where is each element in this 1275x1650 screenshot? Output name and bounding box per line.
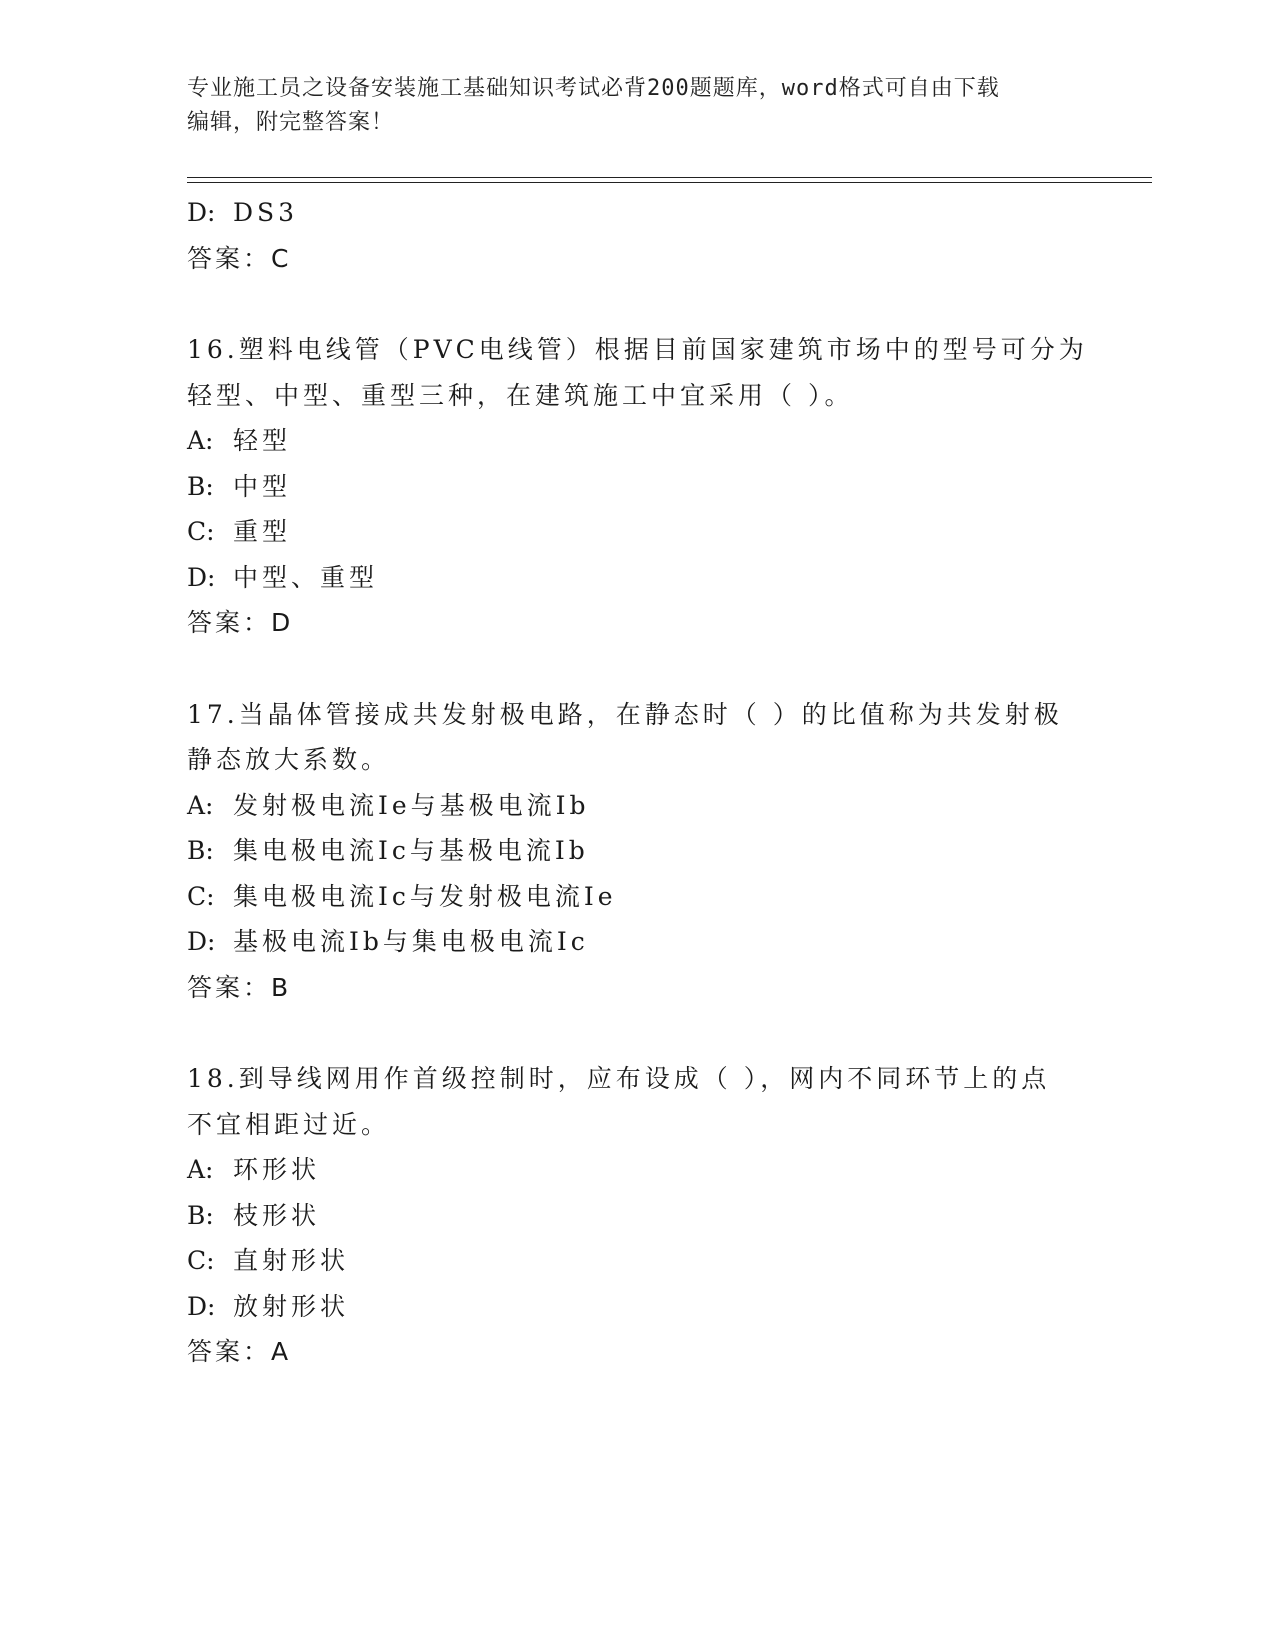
question-18-option-b <box>187 1193 1087 1239</box>
option-key: C: <box>187 881 215 911</box>
option-key: A: <box>187 790 214 820</box>
question-17-option-c <box>187 874 1087 920</box>
question-16-option-b <box>187 464 1087 510</box>
header-title-line-1: 专业施工员之设备安装施工基础知识考试必背200题题库，word格式可自由下载 <box>187 76 1000 101</box>
question-16-stem-line-1: 16.塑料电线管（PVC电线管）根据目前国家建筑市场中的型号可分为 <box>187 335 1088 364</box>
option-text: 中型 <box>233 471 292 501</box>
header-title-line-2: 编辑，附完整答案！ <box>187 110 395 135</box>
question-16-stem-line-2: 轻型、中型、重型三种，在建筑施工中宜采用（ ）。 <box>187 380 854 410</box>
question-18-stem-line-2: 不宜相距过近。 <box>187 1109 391 1139</box>
option-key: B: <box>187 836 214 865</box>
option-text: 重型 <box>233 517 292 546</box>
prev-option-d <box>187 190 1087 236</box>
option-key: D: <box>187 927 216 956</box>
option-key: B: <box>187 1200 214 1230</box>
question-16-answer: 答案：D <box>187 608 294 637</box>
option-text: 环形状 <box>233 1155 321 1184</box>
spacer <box>187 646 1087 692</box>
spacer <box>187 281 1087 327</box>
option-key: B: <box>187 471 214 501</box>
question-16-option-c <box>187 509 1087 555</box>
question-16-option-a <box>187 418 1087 464</box>
spacer <box>187 1010 1087 1056</box>
question-17-option-a <box>187 783 1087 829</box>
option-key: D: <box>187 1291 216 1321</box>
option-text: 基极电流Ib与集电极电流Ic <box>233 927 589 956</box>
option-text: 集电极电流Ic与发射极电流Ie <box>233 881 617 911</box>
option-text: 中型、重型 <box>233 562 379 592</box>
question-16-option-d <box>187 555 1087 601</box>
option-text: DS3 <box>233 198 299 227</box>
question-18-option-c <box>187 1238 1087 1284</box>
header-rule-top <box>187 177 1152 178</box>
page-header <box>187 72 1067 140</box>
question-17-stem-line-1: 17.当晶体管接成共发射极电路，在静态时（ ）的比值称为共发射极 <box>187 699 1063 729</box>
option-text: 轻型 <box>233 426 292 455</box>
question-17-option-b <box>187 828 1087 874</box>
option-key: C: <box>187 517 215 546</box>
question-18-option-a <box>187 1147 1087 1193</box>
option-key: D: <box>187 562 216 592</box>
question-17-stem-line-2: 静态放大系数。 <box>187 745 391 774</box>
header-rule-bottom <box>187 182 1152 183</box>
question-17-option-d <box>187 919 1087 965</box>
option-text: 放射形状 <box>233 1291 350 1321</box>
option-key: D: <box>187 198 216 227</box>
question-18-stem-line-1: 18.到导线网用作首级控制时，应布设成（ ），网内不同环节上的点 <box>187 1064 1051 1093</box>
option-text: 直射形状 <box>233 1246 350 1275</box>
option-key: C: <box>187 1246 215 1275</box>
prev-answer: 答案：C <box>187 243 292 273</box>
option-text: 发射极电流Ie与基极电流Ib <box>233 790 590 820</box>
question-18-answer: 答案：A <box>187 1337 292 1366</box>
option-key: A: <box>187 426 214 455</box>
option-key: A: <box>187 1155 214 1184</box>
question-17-answer: 答案：B <box>187 972 292 1002</box>
question-18-option-d <box>187 1284 1087 1330</box>
question-list <box>187 190 1087 1375</box>
option-text: 枝形状 <box>233 1200 321 1230</box>
option-text: 集电极电流Ic与基极电流Ib <box>233 836 589 865</box>
